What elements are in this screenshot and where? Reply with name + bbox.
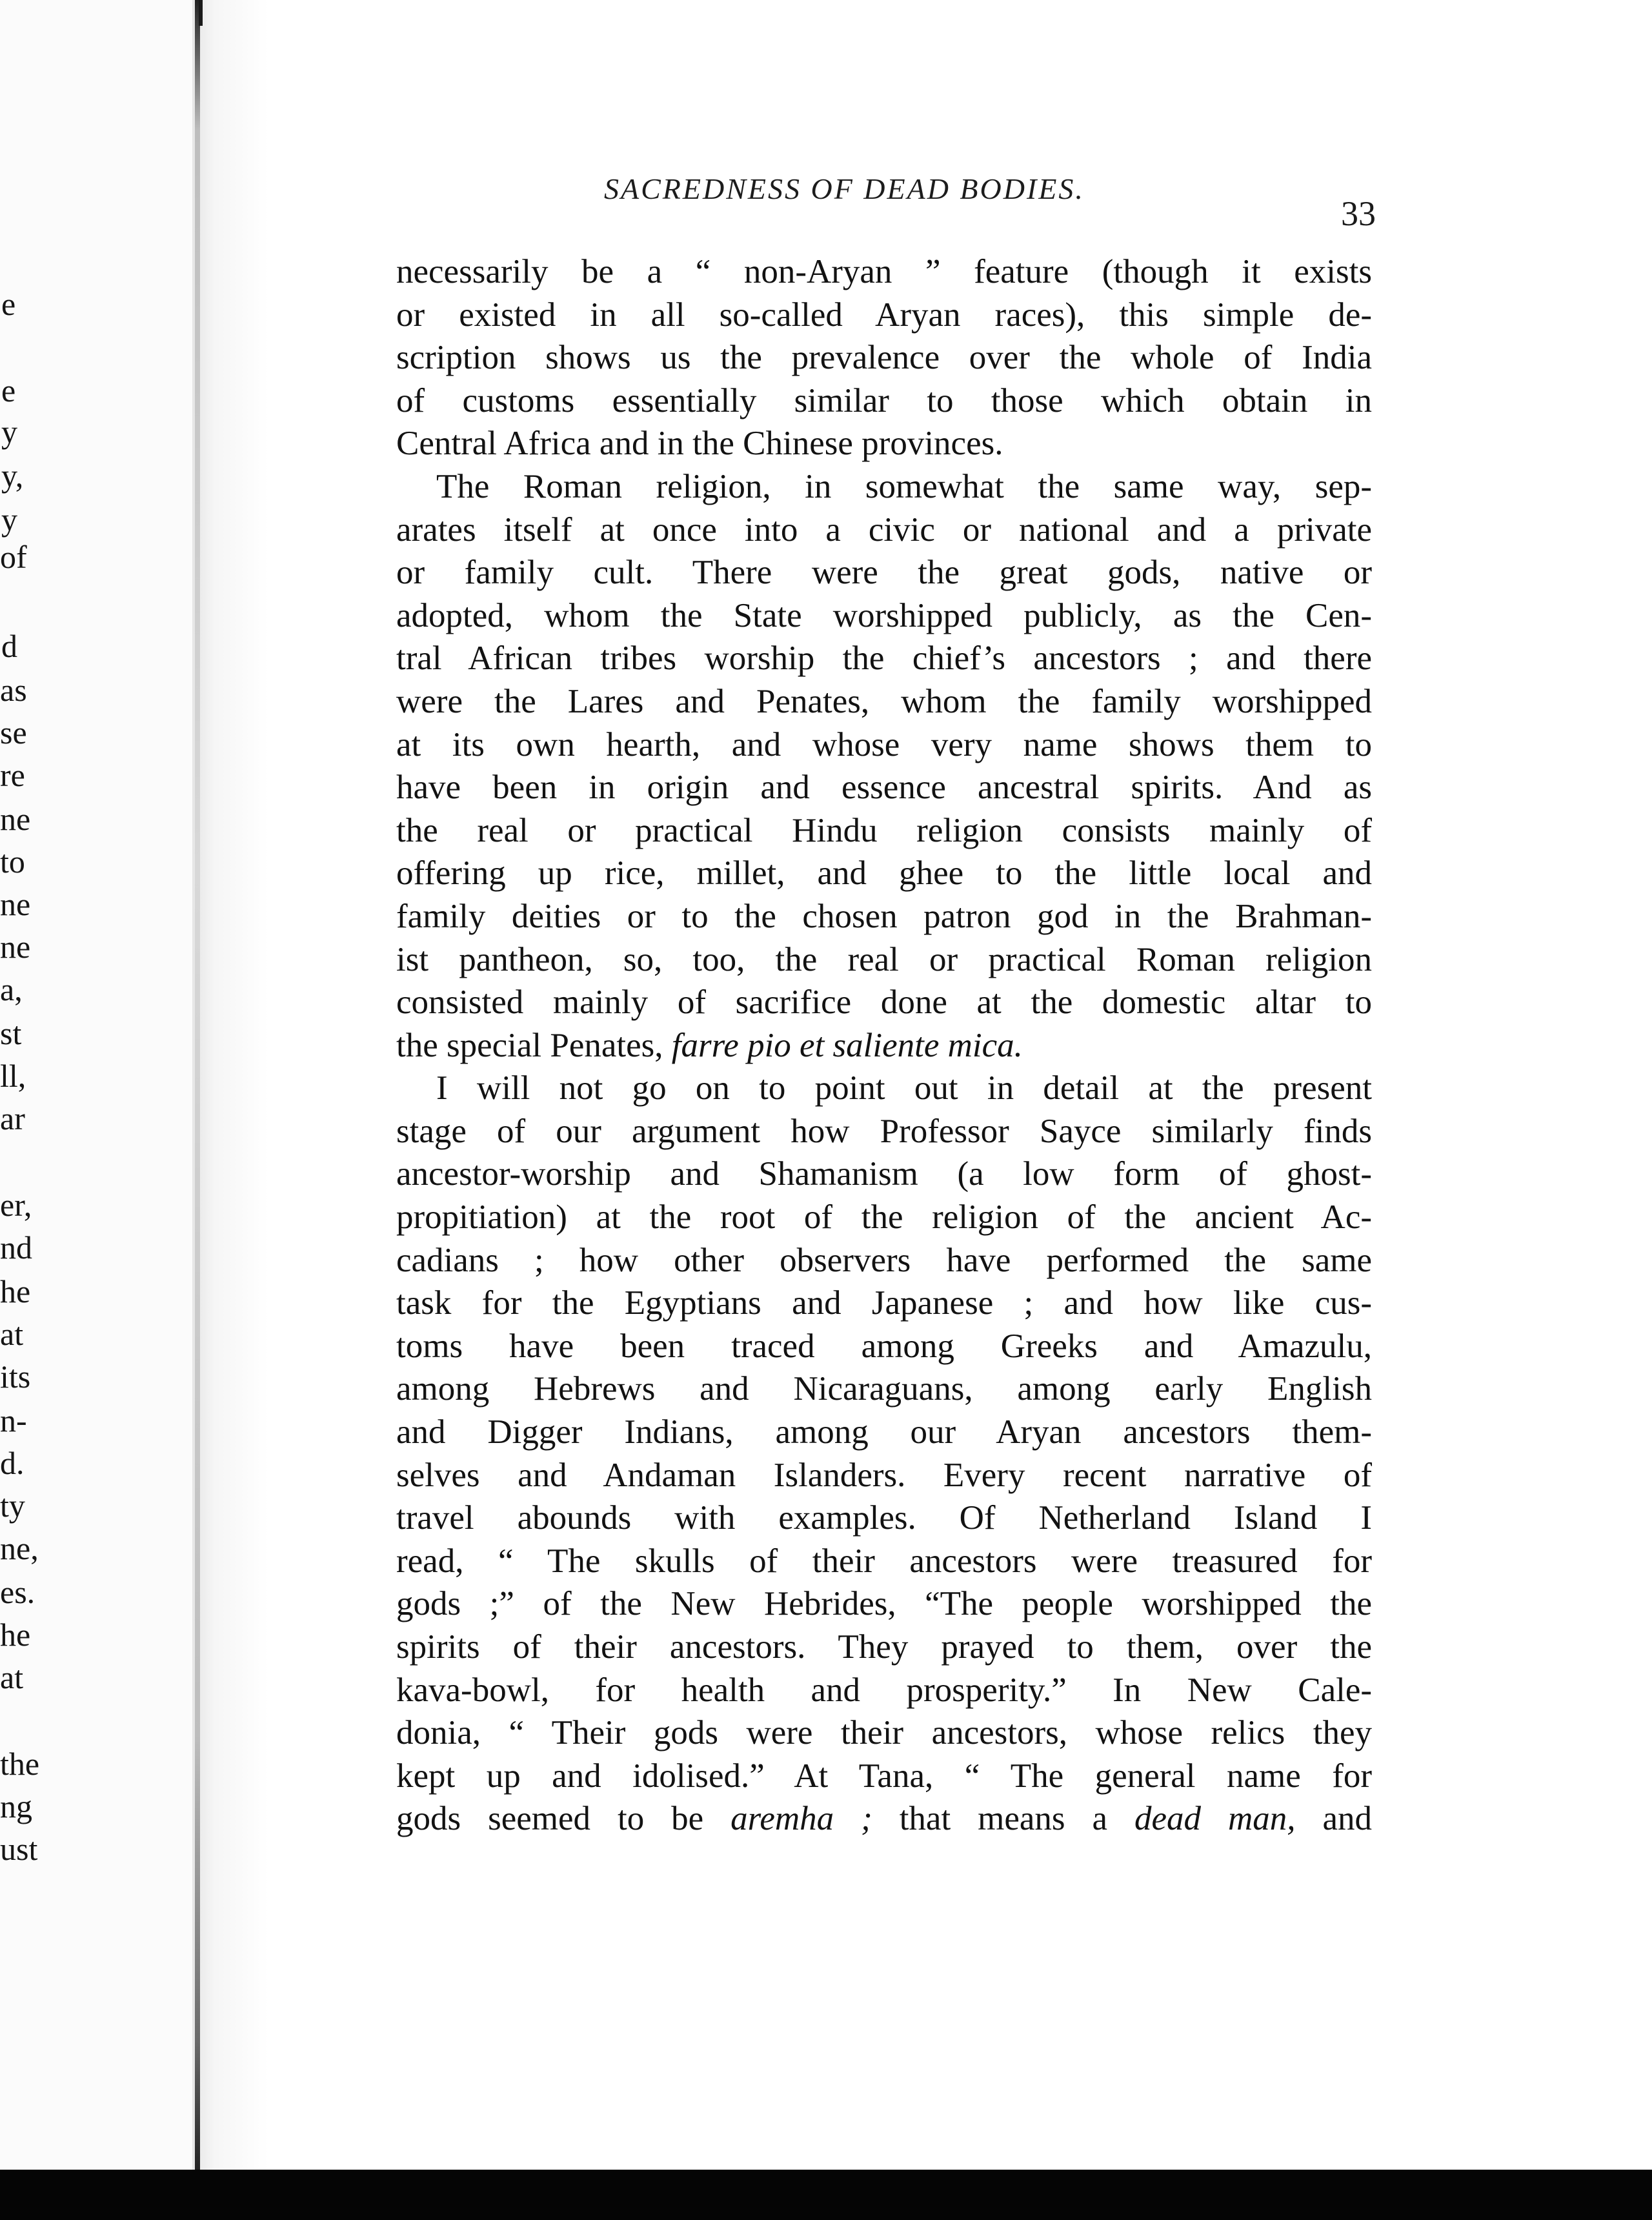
text-line: gods seemed to be aremha ; that means a dead man, and — [396, 1800, 1372, 1838]
fragment: ne — [0, 886, 31, 922]
text-line: the real or practical Hindu religion consists mainly of — [396, 811, 1372, 849]
text-line: kava-bowl, for health and prosperity.” In New Cale- — [396, 1671, 1372, 1709]
text-line: necessarily be a “ non-Aryan ” feature (though it exists — [396, 253, 1372, 290]
text-line: selves and Andaman Islanders. Every recent narrative of — [396, 1456, 1372, 1494]
italic-word: aremha ; — [730, 1800, 872, 1838]
fragment: he — [0, 1273, 31, 1309]
text-line: propitiation) at the root of the religion of the ancient Ac- — [396, 1198, 1372, 1236]
facing-page-text-fragments — [0, 0, 194, 2170]
text-line: donia, “ Their gods were their ancestors, whose relics they — [396, 1714, 1372, 1752]
text-line: stage of our argument how Professor Sayce similarly finds — [396, 1112, 1372, 1150]
text-line: the special Penates, farre pio et saliente mica. — [396, 1026, 1023, 1064]
text-line: among Hebrews and Nicaraguans, among early English — [396, 1370, 1372, 1408]
fragment: ust — [0, 1831, 38, 1867]
text-line: tral African tribes worship the chief’s ancestors ; and there — [396, 640, 1372, 678]
text-line: kept up and idolised.” At Tana, “ The general name for — [396, 1757, 1372, 1795]
text-line: ist pantheon, so, too, the real or practical Roman religion — [396, 940, 1372, 978]
page-number: 33 — [1341, 194, 1376, 233]
fragment: ne — [0, 801, 31, 837]
fragment: the — [0, 1746, 40, 1782]
latin-quotation: farre pio et saliente mica. — [671, 1026, 1023, 1064]
body-text — [396, 250, 1372, 1841]
text-line: The Roman religion, in somewhat the same way, sep- — [436, 467, 1372, 505]
fragment: ne — [0, 929, 31, 965]
text-line: spirits of their ancestors. They prayed to them, over the — [396, 1628, 1372, 1666]
fragment: st — [0, 1015, 22, 1051]
fragment: d. — [0, 1445, 25, 1481]
fragment: y — [1, 414, 17, 450]
fragment: its — [0, 1358, 31, 1395]
text-line: arates itself at once into a civic or national and a private — [396, 510, 1372, 549]
fragment: of — [0, 539, 27, 575]
fragment: ty — [0, 1488, 25, 1524]
fragment: ll, — [0, 1058, 26, 1094]
text-line: scription shows us the prevalence over the whole of India — [396, 339, 1372, 377]
text-line: offering up rice, millet, and ghee to the little local and — [396, 854, 1372, 893]
text-line: ancestor-worship and Shamanism (a low form of ghost- — [396, 1155, 1372, 1193]
text-line: Central Africa and in the Chinese provinces. — [396, 425, 1003, 463]
text-line: task for the Egyptians and Japanese ; and how like cus- — [396, 1284, 1372, 1322]
text-line: were the Lares and Penates, whom the family worshipped — [396, 682, 1372, 720]
text-line: toms have been traced among Greeks and Amazulu, — [396, 1327, 1372, 1365]
scan-border — [0, 2170, 1652, 2220]
binding-mark — [199, 0, 203, 26]
fragment: y — [1, 501, 17, 538]
fragment: ng — [0, 1788, 32, 1824]
book-gutter — [192, 0, 268, 2170]
text-line: or family cult. There were the great gods, native or — [396, 554, 1372, 592]
fragment: er, — [0, 1187, 32, 1223]
fragment: at — [0, 1316, 24, 1352]
text-line: of customs essentially similar to those which obtain in — [396, 381, 1372, 419]
fragment: e — [1, 286, 16, 322]
fragment: a, — [0, 971, 23, 1007]
text-line: or existed in all so-called Aryan races), this simple de- — [396, 296, 1372, 334]
text-line: gods ;” of the New Hebrides, “The people worshipped the — [396, 1585, 1372, 1623]
fragment: ne, — [0, 1530, 39, 1566]
running-title: SACREDNESS OF DEAD BODIES. — [604, 172, 1085, 205]
fragment: nd — [0, 1229, 32, 1266]
text-line: adopted, whom the State worshipped publicly, as the Cen- — [396, 596, 1372, 634]
fragment: at — [0, 1659, 24, 1695]
text-line: have been in origin and essence ancestral spirits. And as — [396, 769, 1372, 807]
fragment: he — [0, 1617, 31, 1653]
text-line: consisted mainly of sacrifice done at the domestic altar to — [396, 984, 1372, 1022]
gutter-shadow — [195, 0, 200, 2170]
text-line: family deities or to the chosen patron god in the Brahman- — [396, 897, 1372, 935]
fragment: d — [1, 628, 17, 664]
text-line: travel abounds with examples. Of Netherland Island I — [396, 1499, 1372, 1537]
fragment: y, — [1, 458, 24, 494]
fragment: es. — [0, 1574, 35, 1610]
text-line: at its own hearth, and whose very name shows them to — [396, 725, 1372, 763]
text-line: I will not go on to point out in detail at the present — [436, 1069, 1372, 1107]
text-line: cadians ; how other observers have performed the same — [396, 1241, 1372, 1279]
fragment: re — [0, 757, 25, 793]
fragment: to — [0, 843, 25, 880]
italic-word: dead man, — [1134, 1800, 1296, 1838]
fragment: as — [0, 672, 27, 708]
text-line: and Digger Indians, among our Aryan ancestors them- — [396, 1413, 1372, 1451]
text-line: read, “ The skulls of their ancestors were treasured for — [396, 1542, 1372, 1580]
fragment: n- — [0, 1402, 27, 1438]
fragment: e — [1, 372, 16, 409]
fragment: se — [0, 714, 27, 751]
running-head — [387, 172, 1381, 233]
fragment: ar — [0, 1100, 25, 1136]
